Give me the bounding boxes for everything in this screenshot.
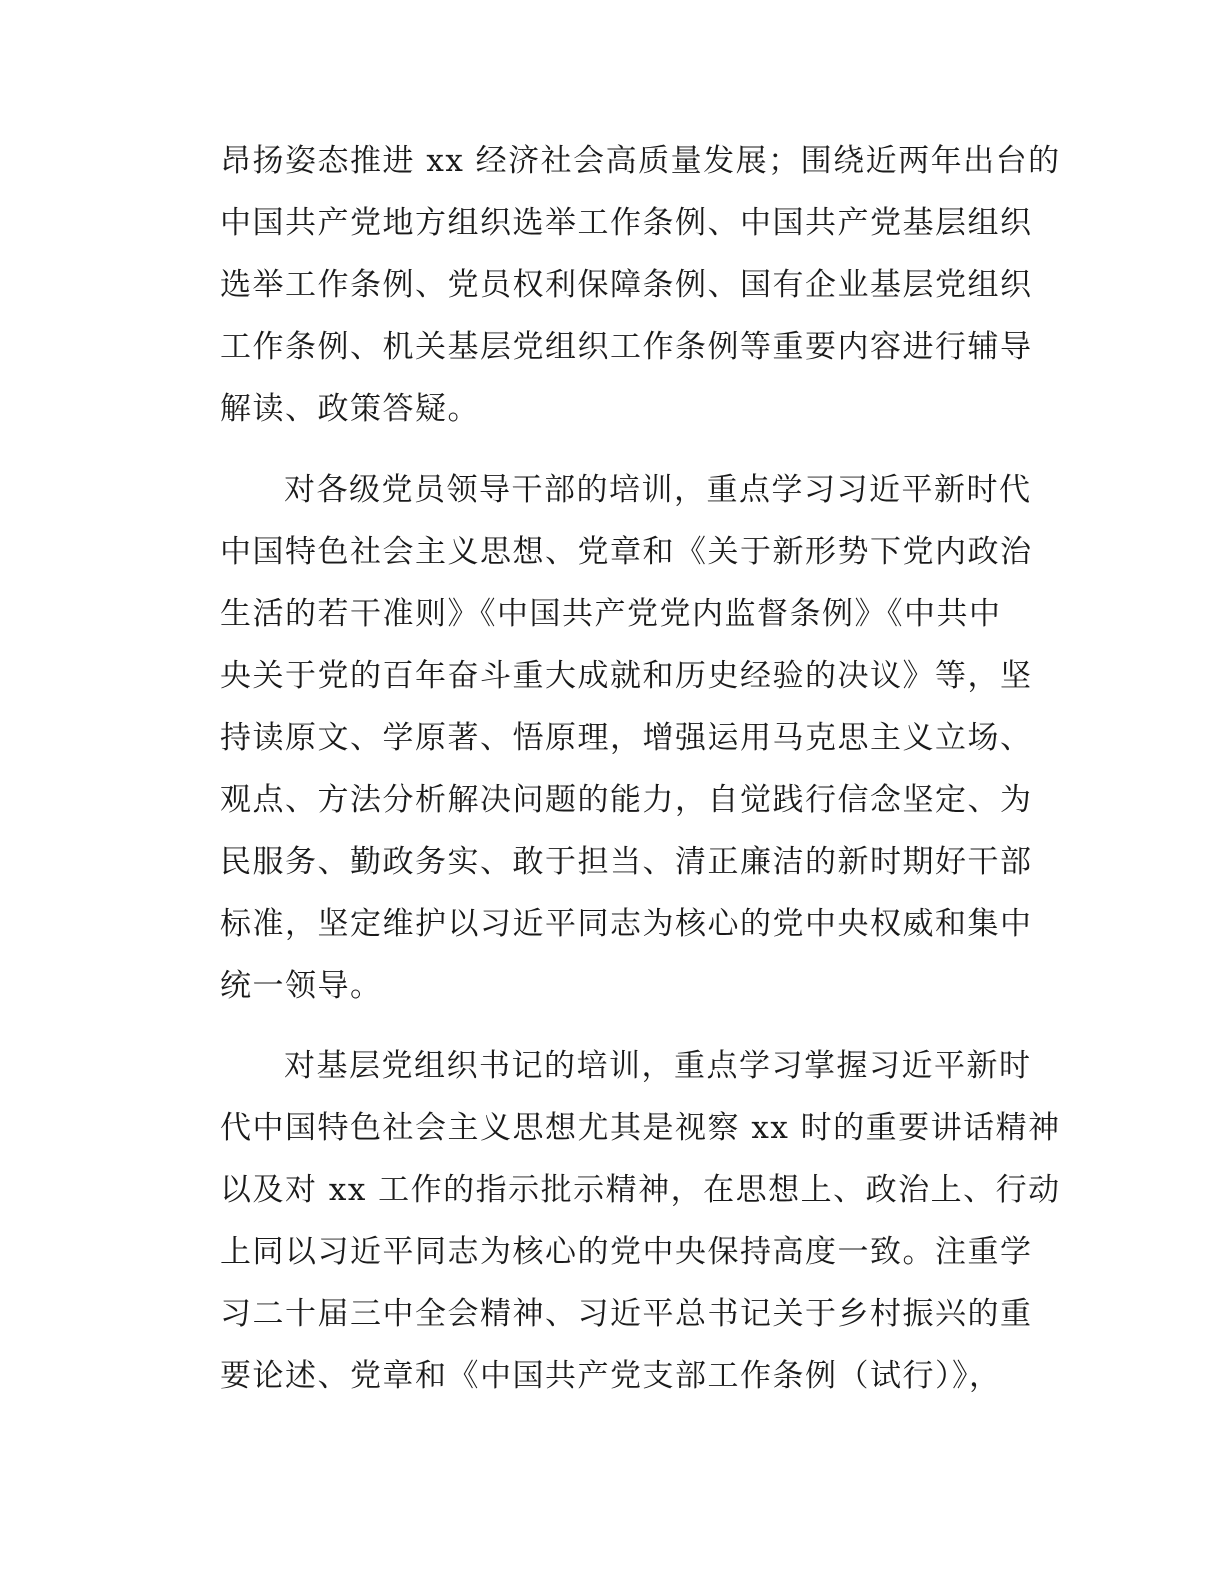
paragraph-line: 中国特色社会主义思想、党章和《关于新形势下党内政治 xyxy=(220,534,1033,570)
paragraph-line: 以及对 xx 工作的指示批示精神，在思想上、政治上、行动 xyxy=(220,1172,1061,1208)
paragraph-line: 生活的若干准则》《中国共产党党内监督条例》《中共中 xyxy=(220,596,1002,632)
paragraph-line: 统一领导。 xyxy=(220,968,383,1004)
paragraph-line: 持读原文、学原著、悟原理，增强运用马克思主义立场、 xyxy=(220,720,1033,756)
paragraph-line: 标准，坚定维护以习近平同志为核心的党中央权威和集中 xyxy=(220,906,1033,942)
paragraph-line: 要论述、党章和《中国共产党支部工作条例（试行）》， xyxy=(220,1358,1002,1394)
paragraph-2 xyxy=(220,459,1033,1017)
paragraph-line: 解读、政策答疑。 xyxy=(220,391,480,427)
paragraph-line: 工作条例、机关基层党组织工作条例等重要内容进行辅导 xyxy=(220,329,1033,365)
paragraph-line: 央关于党的百年奋斗重大成就和历史经验的决议》等，坚 xyxy=(220,658,1033,694)
paragraph-line: 观点、方法分析解决问题的能力，自觉践行信念坚定、为 xyxy=(220,782,1033,818)
paragraph-line: 上同以习近平同志为核心的党中央保持高度一致。注重学 xyxy=(220,1234,1033,1270)
paragraph-line: 习二十届三中全会精神、习近平总书记关于乡村振兴的重 xyxy=(220,1296,1033,1332)
paragraph-1 xyxy=(220,130,1061,440)
paragraph-line: 民服务、勤政务实、敢于担当、清正廉洁的新时期好干部 xyxy=(220,844,1033,880)
paragraph-3 xyxy=(220,1035,1061,1407)
paragraph-first-line: 对基层党组织书记的培训，重点学习掌握习近平新时 xyxy=(284,1048,1032,1084)
paragraph-line: 选举工作条例、党员权利保障条例、国有企业基层党组织 xyxy=(220,267,1033,303)
paragraph-first-line: 对各级党员领导干部的培训，重点学习习近平新时代 xyxy=(284,472,1032,508)
paragraph-line: 中国共产党地方组织选举工作条例、中国共产党基层组织 xyxy=(220,205,1033,241)
paragraph-line: 代中国特色社会主义思想尤其是视察 xx 时的重要讲话精神 xyxy=(220,1110,1061,1146)
paragraph-line: 昂扬姿态推进 xx 经济社会高质量发展；围绕近两年出台的 xyxy=(220,143,1061,179)
